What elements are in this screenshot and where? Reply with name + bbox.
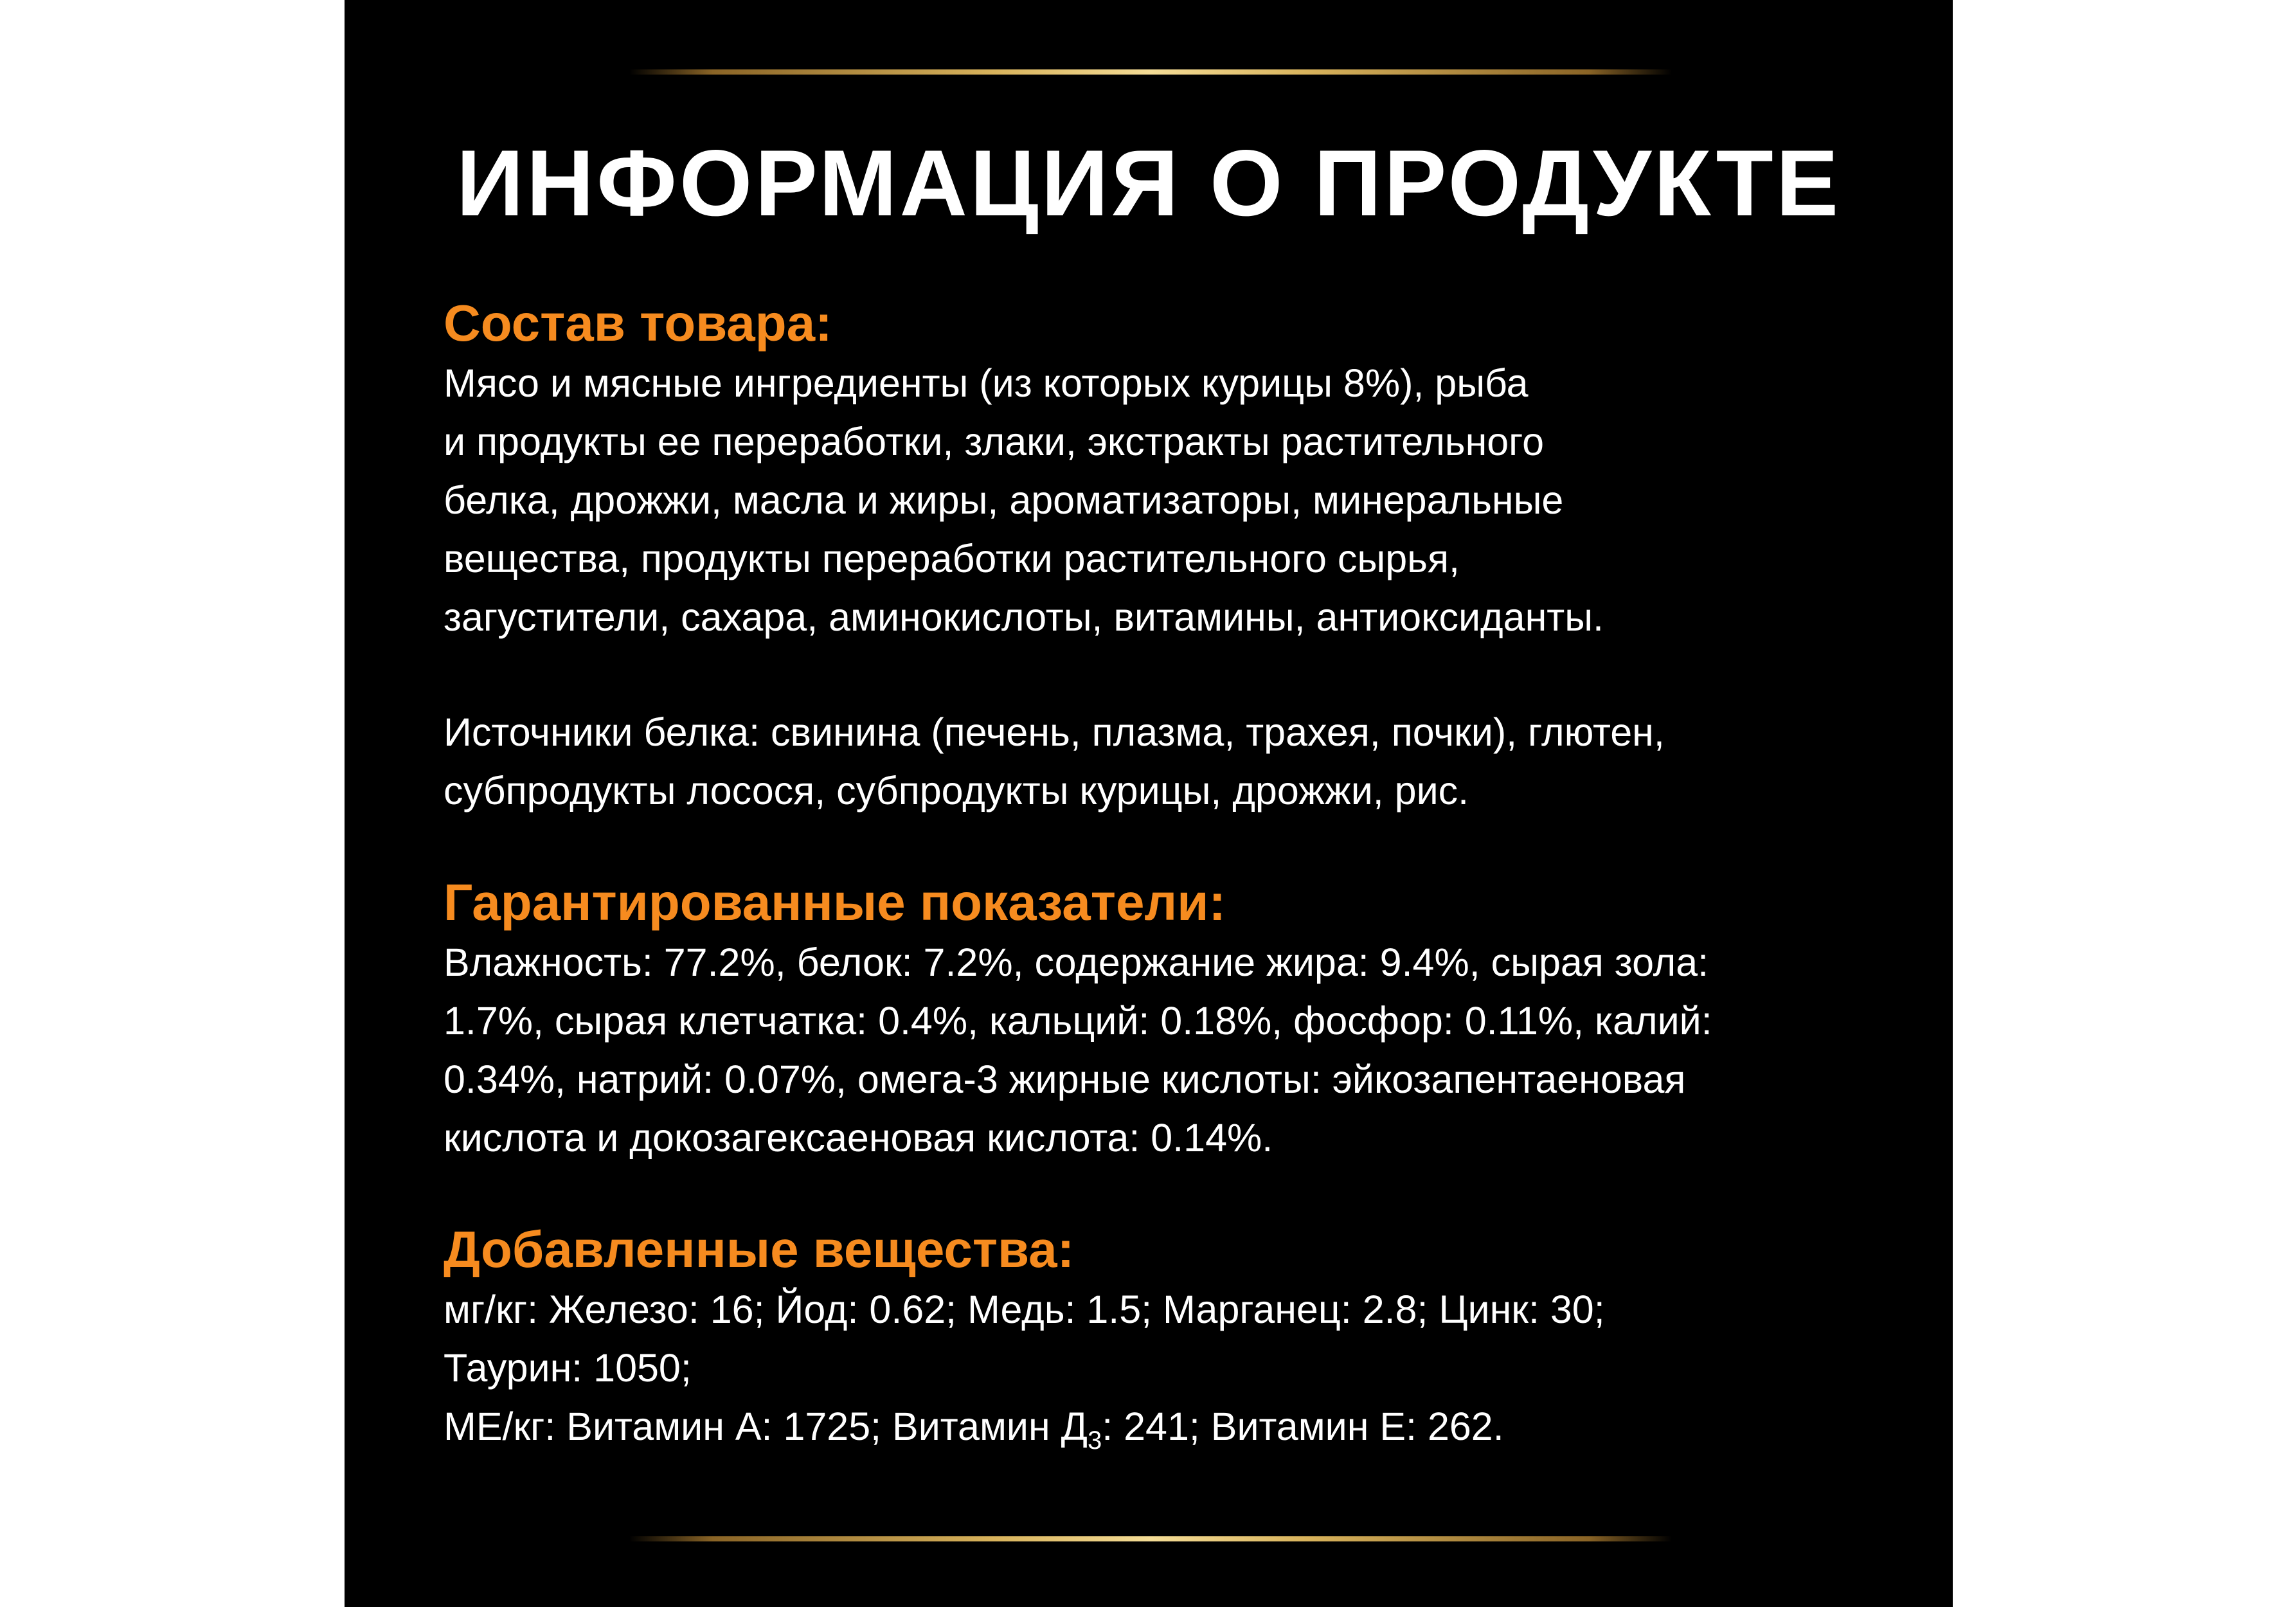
guaranteed-line: 0.34%, натрий: 0.07%, омега-3 жирные кислоты: эйкозапентаеновая: [444, 1057, 1686, 1101]
page-title: ИНФОРМАЦИЯ О ПРОДУКТЕ: [456, 130, 1842, 235]
spacer: [444, 1167, 1896, 1219]
info-content: [444, 292, 1896, 1456]
additives-vitamins-line: [444, 1397, 1896, 1456]
guaranteed-line: Влажность: 77.2%, белок: 7.2%, содержание жира: 9.4%, сырая зола:: [444, 940, 1709, 984]
additives-line: Таурин: 1050;: [444, 1346, 692, 1390]
composition-section: [444, 292, 1896, 820]
protein-sources-line: Источники белка: свинина (печень, плазма, трахея, почки), глютен,: [444, 710, 1665, 754]
composition-line: загустители, сахара, аминокислоты, витамины, антиоксиданты.: [444, 595, 1604, 639]
composition-line: вещества, продукты переработки растительного сырья,: [444, 537, 1460, 580]
guaranteed-line: кислота и докозагексаеновая кислота: 0.14%.: [444, 1116, 1273, 1160]
guaranteed-line: 1.7%, сырая клетчатка: 0.4%, кальций: 0.18%, фосфор: 0.11%, калий:: [444, 999, 1712, 1043]
protein-sources-line: субпродукты лосося, субпродукты курицы, дрожжи, рис.: [444, 769, 1469, 812]
product-info-panel: [345, 0, 1953, 1607]
guaranteed-heading: Гарантированные показатели:: [444, 874, 1226, 931]
bottom-gold-divider: [629, 1536, 1672, 1541]
vitamin-d-subscript: 3: [1087, 1426, 1102, 1455]
composition-line: белка, дрожжи, масла и жиры, ароматизаторы, минеральные: [444, 478, 1564, 522]
composition-heading: Состав товара:: [444, 294, 832, 352]
composition-line: и продукты ее переработки, злаки, экстракты растительного: [444, 420, 1545, 463]
guaranteed-section: [444, 872, 1896, 1167]
additives-heading: Добавленные вещества:: [444, 1221, 1075, 1278]
additives-line: мг/кг: Железо: 16; Йод: 0.62; Медь: 1.5; Марганец: 2.8; Цинк: 30;: [444, 1288, 1605, 1331]
composition-line: Мясо и мясные ингредиенты (из которых курицы 8%), рыба: [444, 361, 1529, 405]
top-gold-divider: [629, 69, 1672, 75]
spacer: [444, 647, 1896, 703]
additives-section: [444, 1219, 1896, 1456]
additives-line3-start: МЕ/кг: Витамин А: 1725; Витамин Д: [444, 1405, 1088, 1448]
additives-line3-end: : 241; Витамин Е: 262.: [1102, 1405, 1504, 1448]
spacer: [444, 820, 1896, 872]
